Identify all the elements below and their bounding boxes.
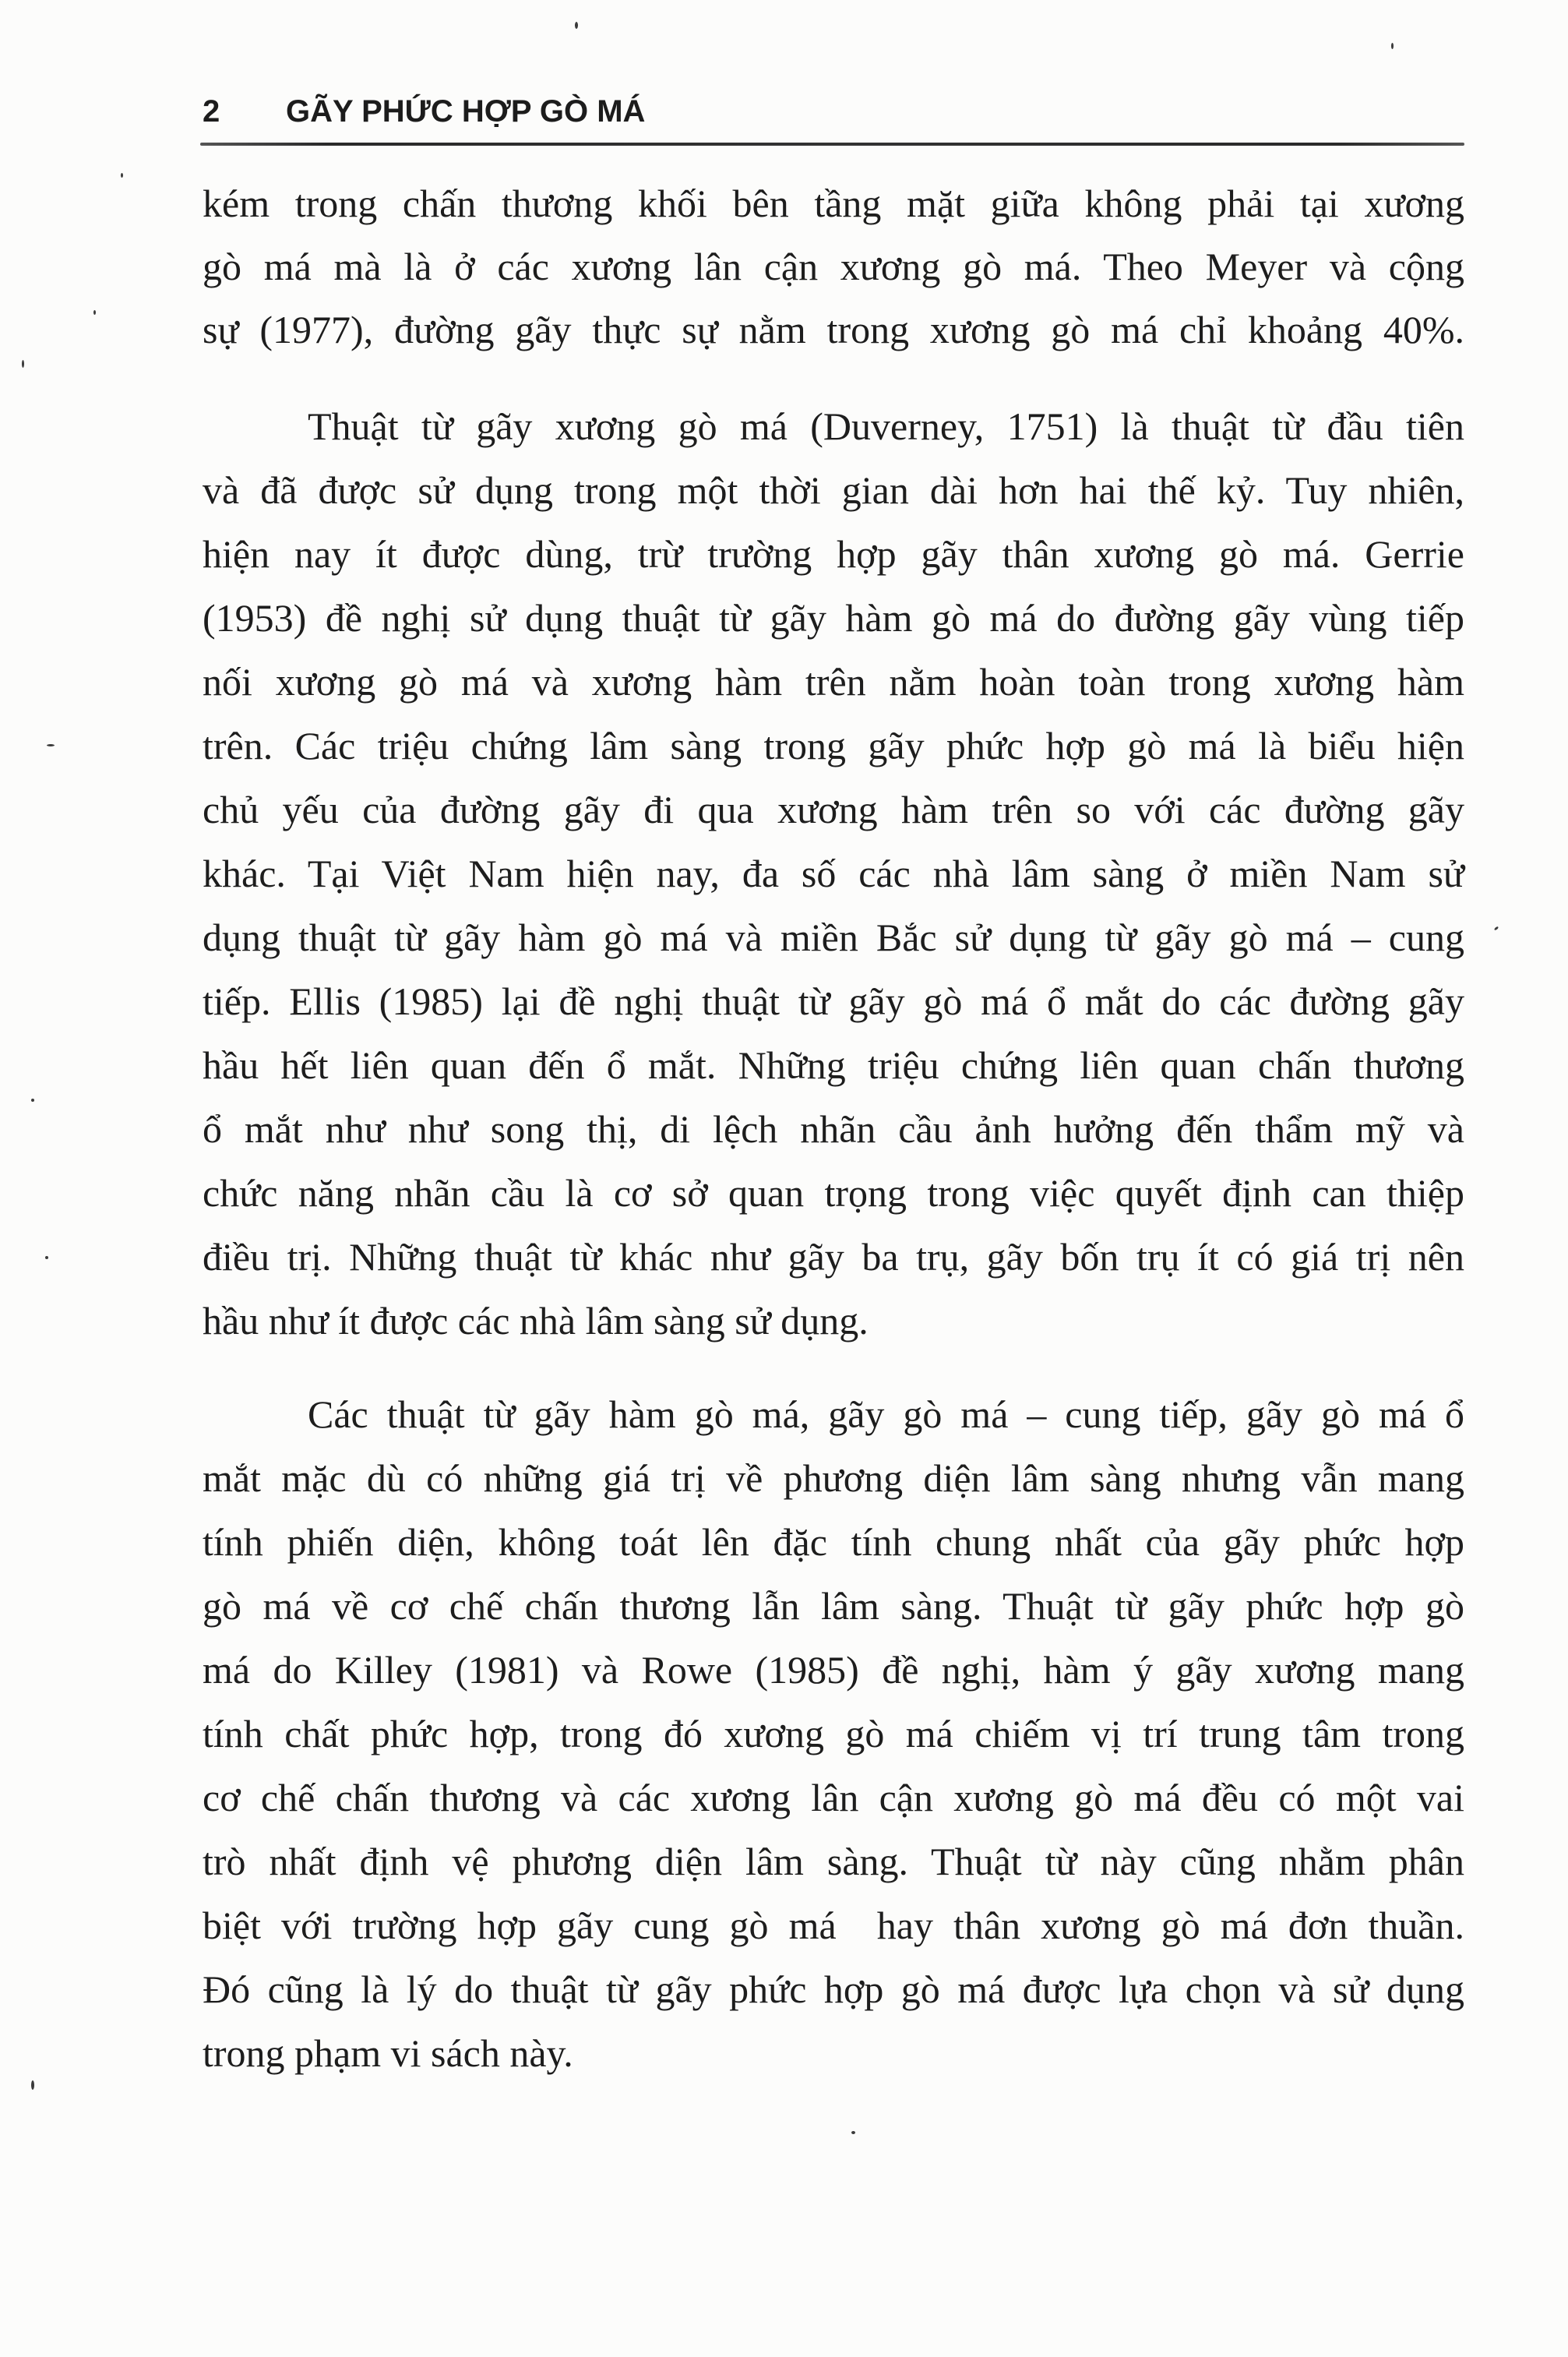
text-line: [203, 1584, 1464, 1628]
text-line: [203, 1520, 1464, 1564]
scan-speck: [1494, 926, 1499, 930]
text-line-content: trong phạm vi sách này.: [203, 2031, 573, 2075]
scan-speck: [31, 2080, 34, 2090]
text-line: [203, 532, 1464, 576]
text-line: [203, 918, 1464, 957]
text-line-content: hầu như ít được các nhà lâm sàng sử dụng.: [203, 1299, 869, 1343]
text-line-content: khác. Tại Việt Nam hiện nay, đa số các nhà lâm sàng ở miền Nam sử: [203, 852, 1464, 895]
text-line-content: sự (1977), đường gãy thực sự nằm trong xương gò má chỉ khoảng 40%.: [203, 308, 1464, 351]
text-line: [203, 1107, 1464, 1151]
text-line: [203, 247, 1464, 286]
text-line-content: trò nhất định vệ phương diện lâm sàng. Thuật từ này cũng nhằm phân: [203, 1840, 1464, 1883]
text-line-content: má do Killey (1981) và Rowe (1985) đề nghị, hàm ý gãy xương mang: [203, 1648, 1464, 1692]
header-rule: [200, 143, 1464, 146]
scan-speck: [45, 1256, 48, 1259]
text-line: [203, 1235, 1464, 1279]
page-number: [203, 96, 220, 127]
text-line-content: trên. Các triệu chứng lâm sàng trong gãy phức hợp gò má là biểu hiện: [203, 724, 1464, 767]
text-line: [203, 1456, 1464, 1500]
text-line: [203, 854, 1464, 893]
scan-speck: [575, 22, 578, 29]
text-line: [203, 468, 1464, 512]
text-line-content: dụng thuật từ gãy hàm gò má và miền Bắc sử dụng từ gãy gò má – cung: [203, 916, 1464, 959]
scan-speck: [121, 173, 123, 178]
text-line-content: nối xương gò má và xương hàm trên nằm hoàn toàn trong xương hàm: [203, 660, 1464, 704]
text-line-content: Đó cũng là lý do thuật từ gãy phức hợp gò má được lựa chọn và sử dụng: [203, 1967, 1464, 2011]
text-line: [203, 1299, 1464, 1343]
scan-speck: [22, 360, 24, 368]
text-line: [203, 790, 1464, 829]
scan-speck: [93, 310, 96, 315]
text-line-content: tính phiến diện, không toát lên đặc tính chung nhất của gãy phức hợp: [203, 1520, 1464, 1564]
text-line: [203, 660, 1464, 704]
text-line: [203, 726, 1464, 765]
chapter-title: [286, 96, 712, 127]
scan-speck: [851, 2131, 855, 2134]
text-line: [203, 1906, 1464, 1945]
text-line-content: gò má mà là ở các xương lân cận xương gò má. Theo Meyer và cộng: [203, 245, 1464, 288]
text-line-content: chức năng nhãn cầu là cơ sở quan trọng trong việc quyết định can thiệp: [203, 1171, 1464, 1215]
text-line-content: Các thuật từ gãy hàm gò má, gãy gò má – cung tiếp, gãy gò má ổ: [308, 1392, 1464, 1436]
text-line-content: biệt với trường hợp gãy cung gò má hay thân xương gò má đơn thuần.: [203, 1904, 1464, 1947]
text-line-content: điều trị. Những thuật từ khác như gãy ba trụ, gãy bốn trụ ít có giá trị nên: [203, 1235, 1464, 1279]
text-line: [203, 1842, 1464, 1881]
text-line-content: ổ mắt như như song thị, di lệch nhãn cầu ảnh hưởng đến thẩm mỹ và: [203, 1107, 1464, 1151]
text-line: [203, 1967, 1464, 2011]
text-line: [308, 1392, 1464, 1436]
text-line: [203, 979, 1464, 1023]
text-line-content: cơ chế chấn thương và các xương lân cận xương gò má đều có một vai: [203, 1776, 1464, 1819]
text-line: [203, 184, 1464, 223]
text-line-content: và đã được sử dụng trong một thời gian dài hơn hai thế kỷ. Tuy nhiên,: [203, 468, 1464, 512]
text-line: [203, 1648, 1464, 1692]
page-number-text: 2: [203, 94, 220, 129]
text-line-content: tính chất phức hợp, trong đó xương gò má chiếm vị trí trung tâm trong: [203, 1712, 1464, 1755]
text-line-content: Thuật từ gãy xương gò má (Duverney, 1751) là thuật từ đầu tiên: [308, 404, 1464, 448]
text-line: [203, 1714, 1464, 1753]
text-line-content: gò má về cơ chế chấn thương lẫn lâm sàng. Thuật từ gãy phức hợp gò: [203, 1584, 1464, 1628]
text-line: [308, 404, 1464, 448]
text-line: [203, 310, 1464, 349]
text-line-content: tiếp. Ellis (1985) lại đề nghị thuật từ gãy gò má ổ mắt do các đường gãy: [203, 979, 1464, 1023]
chapter-title-text: GÃY PHỨC HỢP GÒ MÁ: [286, 94, 646, 129]
text-line: [203, 2031, 1464, 2075]
text-line-content: chủ yếu của đường gãy đi qua xương hàm trên so với các đường gãy: [203, 788, 1464, 831]
text-line-content: (1953) đề nghị sử dụng thuật từ gãy hàm gò má do đường gãy vùng tiếp: [203, 596, 1464, 640]
text-line: [203, 1043, 1464, 1087]
text-line: [203, 1778, 1464, 1817]
text-line-content: hầu hết liên quan đến ổ mắt. Những triệu chứng liên quan chấn thương: [203, 1043, 1464, 1087]
text-line-content: kém trong chấn thương khối bên tầng mặt giữa không phải tại xương: [203, 182, 1464, 225]
text-line: [203, 1171, 1464, 1215]
text-line: [203, 596, 1464, 640]
text-line-content: mắt mặc dù có những giá trị về phương diện lâm sàng nhưng vẫn mang: [203, 1456, 1464, 1500]
scan-speck: [31, 1099, 34, 1102]
scan-speck: [1391, 43, 1394, 49]
text-line-content: hiện nay ít được dùng, trừ trường hợp gãy thân xương gò má. Gerrie: [203, 532, 1464, 576]
scan-speck: [47, 744, 55, 746]
